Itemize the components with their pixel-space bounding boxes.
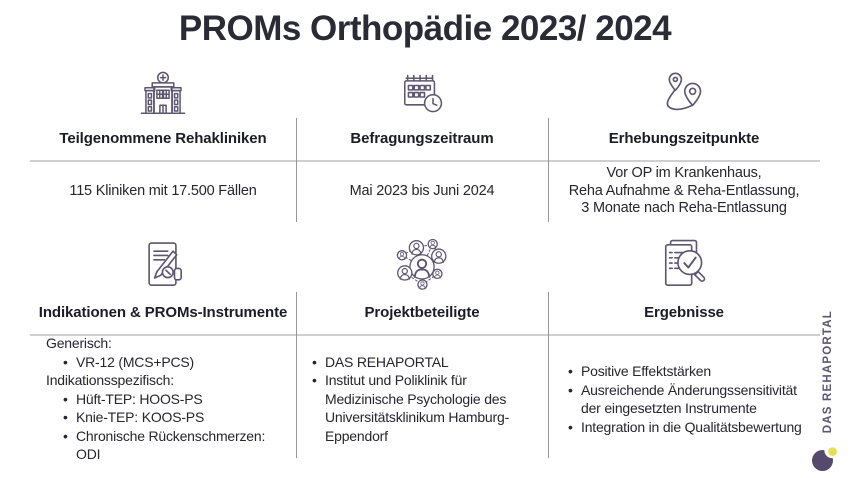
content-line: Mai 2023 bis Juni 2024 [349,182,495,199]
vertical-divider-row2-left [296,292,297,458]
checklist-magnifier-icon [660,238,708,292]
icon-cell-erhebungszeitpunkte [548,66,820,118]
icon-cell-projektbeteiligte [296,232,548,292]
icon-cell-indikationen [30,232,296,292]
list-item: • Chronische Rückenschmerzen: ODI [46,427,288,464]
content-line: 3 Monate nach Reha-Entlassung [581,200,787,217]
vertical-divider-row1-right [548,118,549,222]
content-row-1 [30,161,820,222]
list-item: • VR-12 (MCS+PCS) [46,353,288,372]
calendar-clock-icon [397,74,447,118]
section-content-befragungszeitraum [296,161,548,222]
content-line: Vor OP im Krankenhaus, [606,165,762,182]
section-content-projektbeteiligte [296,335,548,463]
section-heading-befragungszeitraum: Befragungszeitraum [350,130,494,147]
content-line: Reha Aufnahme & Reha-Entlassung, [568,182,800,199]
projektbeteiligte-list [312,353,540,446]
rehaportal-logo-icon [809,443,839,473]
list-item: • DAS REHAPORTAL [312,353,540,372]
list-item: • Integration in die Qualitätsbewertung [568,418,812,437]
icon-cell-rehakliniken [30,66,296,118]
ergebnisse-list [568,362,812,436]
list-item: Indikationsspezifisch: [46,372,174,389]
content-row-2 [30,335,820,463]
section-heading-ergebnisse: Ergebnisse [644,304,724,321]
icon-cell-befragungszeitraum [296,66,548,118]
document-pen-icon [141,240,185,292]
indikationen-list [46,334,288,464]
list-item: Generisch: [46,335,112,352]
section-content-rehakliniken [30,161,296,222]
people-network-icon [393,238,451,292]
hospital-icon [133,71,193,118]
route-pins-icon [660,70,708,118]
section-content-ergebnisse [548,335,820,463]
headings-row-1 [30,127,820,151]
section-content-indikationen [30,335,296,463]
icon-cell-ergebnisse [548,232,820,292]
list-item: • Ausreichende Änderungssensitivität der eingesetzten Instrumente [568,381,812,418]
icons-row-2 [30,232,820,292]
section-heading-projektbeteiligte: Projektbeteiligte [364,304,480,321]
list-item: • Knie-TEP: KOOS-PS [46,408,288,427]
list-item: • Hüft-TEP: HOOS-PS [46,390,288,409]
brand-side-label: DAS REHAPORTAL [822,309,834,433]
vertical-divider-row2-right [548,292,549,458]
icons-row-1 [30,66,820,118]
section-heading-indikationen: Indikationen & PROMs-Instrumente [38,304,288,321]
headings-row-2 [30,301,820,325]
section-heading-erhebungszeitpunkte: Erhebungszeitpunkte [608,130,760,147]
list-item: • Positive Effektstärken [568,362,812,381]
content-line: 115 Kliniken mit 17.500 Fällen [69,182,257,199]
section-heading-rehakliniken: Teilgenommene Rehakliniken [59,130,267,147]
page-title: PROMs Orthopädie 2023/ 2024 [178,9,672,48]
list-item: • Institut und Poliklinik für Medizinische Psychologie des Universitätsklinikum Hamburg-Eppendorf [312,371,540,445]
section-content-erhebungszeitpunkte [548,161,820,222]
vertical-divider-row1-left [296,118,297,222]
